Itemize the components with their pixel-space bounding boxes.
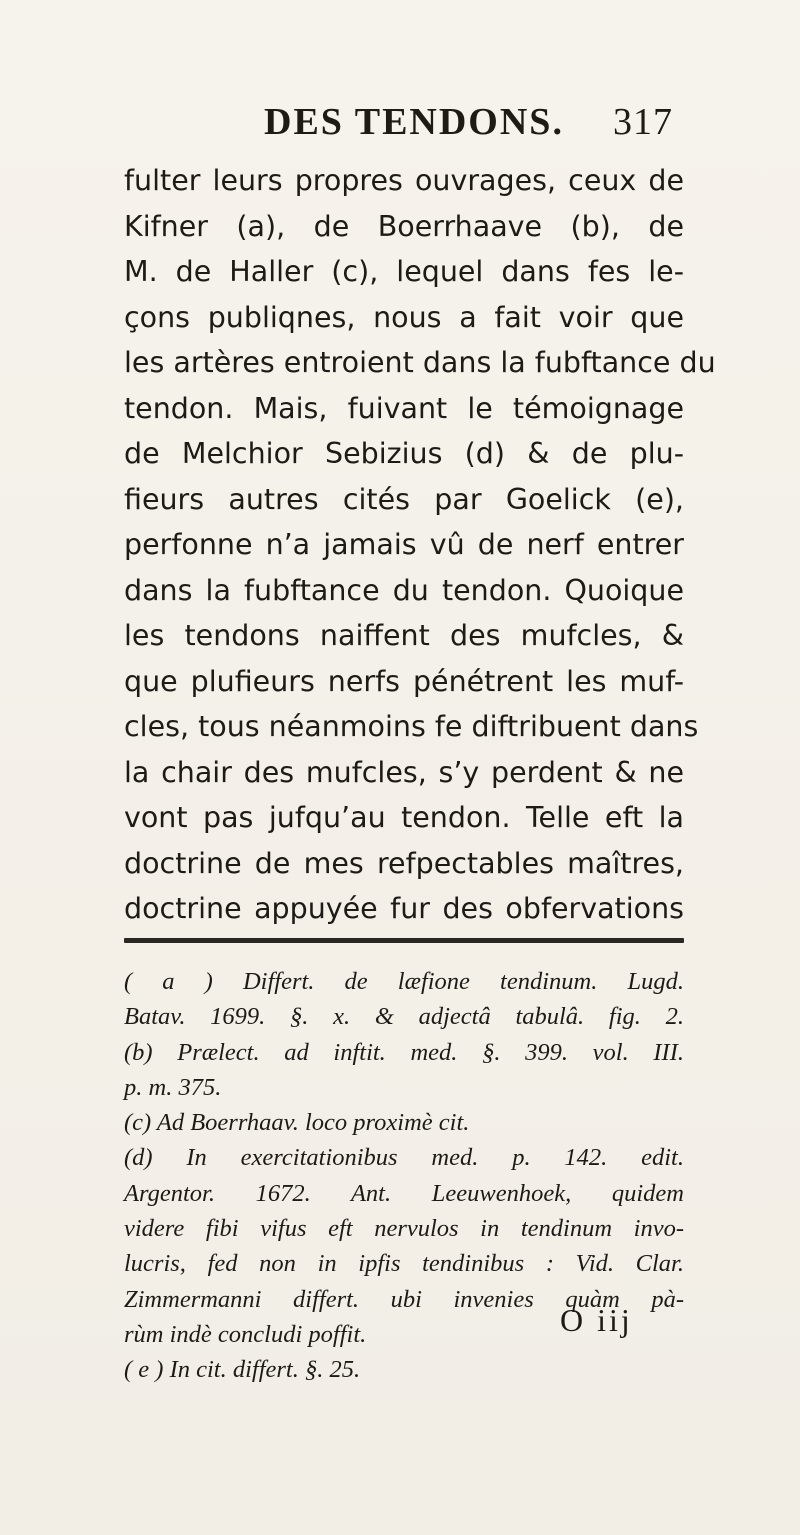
- footnote-line: Zimmermanni differt. ubi invenies quàm pà-: [124, 1285, 684, 1313]
- footnote-line: videre fibi vifus eft nervulos in tendinum invo-: [124, 1215, 684, 1243]
- body-text: [124, 158, 716, 932]
- page-number: 317: [613, 101, 673, 143]
- signature-mark: O iij: [560, 1302, 633, 1338]
- body-line: M. de Haller (c), lequel dans fes le-: [124, 255, 684, 288]
- footnote-line: rùm indè concludi poffit.: [124, 1320, 367, 1348]
- footnote-line: lucris, fed non in ipfis tendinibus : Vid. Clar.: [124, 1250, 684, 1278]
- footnote-line: (d) In exercitationibus med. p. 142. edit.: [124, 1144, 684, 1172]
- body-line: tendon. Mais, fuivant le témoignage: [124, 391, 684, 425]
- running-head: [0, 100, 800, 150]
- footnote-line: (b) Prælect. ad inftit. med. §. 399. vol. III.: [124, 1038, 684, 1066]
- body-line: doctrine appuyée fur des obfervations: [124, 892, 684, 925]
- footnote-rule: [124, 938, 684, 943]
- body-line: dans la fubftance du tendon. Quoique: [124, 573, 684, 607]
- body-line: que plufieurs nerfs pénétrent les muf-: [124, 664, 684, 698]
- footnote-line: (c) Ad Boerrhaav. loco proximè cit.: [124, 1109, 470, 1137]
- body-line: fieurs autres cités par Goelick (e),: [124, 482, 684, 516]
- body-line: Kifner (a), de Boerrhaave (b), de: [124, 209, 684, 243]
- running-title: DES TENDONS.: [264, 101, 564, 143]
- footnote-line: ( e ) In cit. differt. §. 25.: [124, 1356, 361, 1384]
- footnote-line: Argentor. 1672. Ant. Leeuwenhoek, quidem: [124, 1179, 684, 1207]
- footnote-line: Batav. 1699. §. x. & adjectâ tabulâ. fig. 2.: [124, 1003, 684, 1031]
- body-line: vont pas jufqu’au tendon. Telle eft la: [124, 801, 684, 834]
- body-line: de Melchior Sebizius (d) & de plu-: [124, 437, 684, 470]
- body-line: la chair des mufcles, s’y perdent & ne: [124, 755, 684, 789]
- body-line: les tendons naiffent des mufcles, &: [124, 619, 684, 652]
- footnote-line: p. m. 375.: [124, 1073, 222, 1101]
- body-line: çons publiqnes, nous a fait voir que: [124, 300, 684, 334]
- body-line: doctrine de mes refpectables maîtres,: [124, 846, 684, 880]
- body-line: les artères entroient dans la fubftance du: [124, 346, 716, 379]
- body-line: perfonne n’a jamais vû de nerf entrer: [124, 528, 684, 561]
- footnote-line: ( a ) Differt. de læfione tendinum. Lugd.: [124, 968, 684, 995]
- body-line: cles, tous néanmoins fe diftribuent dans: [124, 710, 699, 743]
- body-line: fulter leurs propres ouvrages, ceux de: [124, 164, 684, 197]
